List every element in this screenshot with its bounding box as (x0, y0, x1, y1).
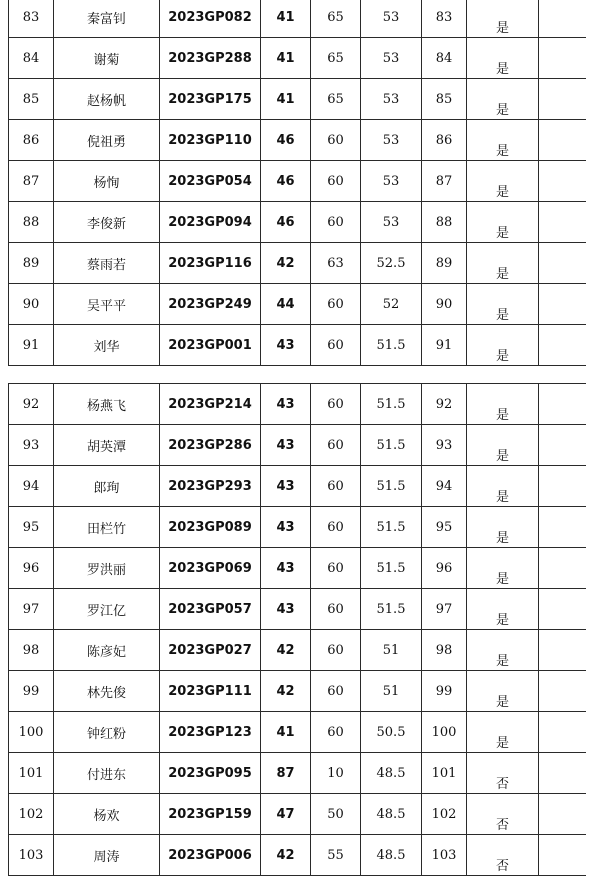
qualified-text: 是 (495, 308, 509, 323)
score-interview-cell: 60 (311, 507, 361, 548)
exam-id-cell: 2023GP110 (160, 120, 261, 161)
score-total-cell: 52.5 (361, 243, 422, 284)
remark-cell (539, 425, 589, 466)
table-row (9, 79, 589, 120)
rank-cell: 91 (422, 325, 467, 366)
score-written-cell: 42 (261, 630, 311, 671)
score-interview-cell: 60 (311, 384, 361, 425)
qualified-flag-cell (467, 425, 539, 466)
candidate-name-cell: 李俊新 (54, 202, 160, 243)
qualified-flag-cell (467, 243, 539, 284)
score-written-cell: 42 (261, 835, 311, 876)
qualified-flag-cell (467, 712, 539, 753)
remark-cell (539, 384, 589, 425)
score-total-cell: 53 (361, 38, 422, 79)
rank-cell: 98 (422, 630, 467, 671)
table-row (9, 466, 589, 507)
score-written-cell: 43 (261, 425, 311, 466)
score-interview-cell: 60 (311, 425, 361, 466)
remark-cell (539, 161, 589, 202)
row-number-cell: 85 (9, 79, 54, 120)
score-total-cell: 50.5 (361, 712, 422, 753)
remark-cell (539, 466, 589, 507)
score-interview-cell: 60 (311, 630, 361, 671)
row-number-cell: 98 (9, 630, 54, 671)
qualified-text: 是 (495, 531, 509, 546)
candidate-name-cell: 罗洪丽 (54, 548, 160, 589)
rank-cell: 95 (422, 507, 467, 548)
row-number-cell: 91 (9, 325, 54, 366)
score-total-cell: 53 (361, 79, 422, 120)
score-total-cell: 51 (361, 671, 422, 712)
score-total-cell: 51.5 (361, 384, 422, 425)
candidate-name-cell: 郎珣 (54, 466, 160, 507)
row-number-cell: 96 (9, 548, 54, 589)
candidate-name-cell: 陈彦妃 (54, 630, 160, 671)
exam-id-cell: 2023GP293 (160, 466, 261, 507)
score-written-cell: 41 (261, 0, 311, 38)
rank-cell: 93 (422, 425, 467, 466)
score-interview-cell: 60 (311, 671, 361, 712)
candidate-name-cell: 蔡雨若 (54, 243, 160, 284)
qualified-text: 是 (495, 695, 509, 710)
exam-id-cell: 2023GP069 (160, 548, 261, 589)
qualified-text: 是 (495, 736, 509, 751)
score-total-cell: 51.5 (361, 466, 422, 507)
qualified-text: 是 (495, 62, 509, 77)
table-row (9, 630, 589, 671)
table-row (9, 712, 589, 753)
qualified-text: 否 (495, 777, 509, 792)
exam-id-cell: 2023GP027 (160, 630, 261, 671)
qualified-flag-cell (467, 630, 539, 671)
remark-cell (539, 120, 589, 161)
remark-cell (539, 325, 589, 366)
score-interview-cell: 60 (311, 466, 361, 507)
rank-cell: 92 (422, 384, 467, 425)
candidate-name-cell: 田栏竹 (54, 507, 160, 548)
score-written-cell: 46 (261, 202, 311, 243)
exam-id-cell: 2023GP116 (160, 243, 261, 284)
score-interview-cell: 60 (311, 120, 361, 161)
rank-cell: 94 (422, 466, 467, 507)
table-row (9, 753, 589, 794)
qualified-flag-cell (467, 120, 539, 161)
qualified-text: 否 (495, 818, 509, 833)
exam-id-cell: 2023GP123 (160, 712, 261, 753)
rank-cell: 97 (422, 589, 467, 630)
exam-id-cell: 2023GP095 (160, 753, 261, 794)
exam-id-cell: 2023GP057 (160, 589, 261, 630)
table-row (9, 671, 589, 712)
score-total-cell: 51.5 (361, 507, 422, 548)
qualified-flag-cell (467, 548, 539, 589)
score-written-cell: 42 (261, 671, 311, 712)
exam-id-cell: 2023GP089 (160, 507, 261, 548)
score-total-cell: 51 (361, 630, 422, 671)
remark-cell (539, 712, 589, 753)
row-number-cell: 83 (9, 0, 54, 38)
score-total-cell: 53 (361, 161, 422, 202)
candidate-name-cell: 杨恂 (54, 161, 160, 202)
exam-id-cell: 2023GP249 (160, 284, 261, 325)
candidate-name-cell: 秦富钊 (54, 0, 160, 38)
qualified-text: 是 (495, 490, 509, 505)
qualified-text: 是 (495, 185, 509, 200)
exam-id-cell: 2023GP001 (160, 325, 261, 366)
candidate-name-cell: 倪祖勇 (54, 120, 160, 161)
score-written-cell: 41 (261, 79, 311, 120)
candidate-name-cell: 杨欢 (54, 794, 160, 835)
candidate-name-cell: 钟红粉 (54, 712, 160, 753)
candidate-name-cell: 周涛 (54, 835, 160, 876)
qualified-text: 是 (495, 572, 509, 587)
candidate-name-cell: 付进东 (54, 753, 160, 794)
table-row (9, 202, 589, 243)
table-row (9, 120, 589, 161)
rank-cell: 99 (422, 671, 467, 712)
row-number-cell: 102 (9, 794, 54, 835)
table-row (9, 589, 589, 630)
score-written-cell: 43 (261, 325, 311, 366)
exam-id-cell: 2023GP094 (160, 202, 261, 243)
qualified-flag-cell (467, 466, 539, 507)
score-written-cell: 41 (261, 38, 311, 79)
table-row (9, 384, 589, 425)
candidate-name-cell: 林先俊 (54, 671, 160, 712)
rank-cell: 96 (422, 548, 467, 589)
qualified-text: 是 (495, 226, 509, 241)
table-row (9, 835, 589, 876)
score-total-cell: 48.5 (361, 835, 422, 876)
score-written-cell: 42 (261, 243, 311, 284)
candidate-name-cell: 赵杨帆 (54, 79, 160, 120)
row-number-cell: 88 (9, 202, 54, 243)
score-written-cell: 43 (261, 466, 311, 507)
qualified-text: 是 (495, 103, 509, 118)
row-number-cell: 99 (9, 671, 54, 712)
qualified-text: 是 (495, 613, 509, 628)
remark-cell (539, 548, 589, 589)
score-interview-cell: 63 (311, 243, 361, 284)
exam-id-cell: 2023GP054 (160, 161, 261, 202)
row-number-cell: 93 (9, 425, 54, 466)
rank-cell: 88 (422, 202, 467, 243)
remark-cell (539, 794, 589, 835)
rank-cell: 103 (422, 835, 467, 876)
candidate-name-cell: 吴平平 (54, 284, 160, 325)
qualified-flag-cell (467, 0, 539, 38)
score-total-cell: 48.5 (361, 753, 422, 794)
qualified-text: 是 (495, 654, 509, 669)
qualified-flag-cell (467, 161, 539, 202)
row-number-cell: 103 (9, 835, 54, 876)
score-written-cell: 43 (261, 384, 311, 425)
rank-cell: 87 (422, 161, 467, 202)
qualified-flag-cell (467, 589, 539, 630)
score-interview-cell: 65 (311, 38, 361, 79)
candidate-name-cell: 刘华 (54, 325, 160, 366)
score-written-cell: 41 (261, 712, 311, 753)
remark-cell (539, 671, 589, 712)
score-interview-cell: 60 (311, 284, 361, 325)
qualified-flag-cell (467, 202, 539, 243)
qualified-flag-cell (467, 753, 539, 794)
score-interview-cell: 65 (311, 79, 361, 120)
candidate-name-cell: 胡英潭 (54, 425, 160, 466)
exam-id-cell: 2023GP286 (160, 425, 261, 466)
exam-id-cell: 2023GP288 (160, 38, 261, 79)
score-interview-cell: 60 (311, 325, 361, 366)
row-number-cell: 87 (9, 161, 54, 202)
remark-cell (539, 630, 589, 671)
score-total-cell: 51.5 (361, 548, 422, 589)
score-interview-cell: 60 (311, 161, 361, 202)
score-interview-cell: 60 (311, 712, 361, 753)
rank-cell: 83 (422, 0, 467, 38)
score-written-cell: 43 (261, 507, 311, 548)
row-number-cell: 97 (9, 589, 54, 630)
remark-cell (539, 589, 589, 630)
row-number-cell: 84 (9, 38, 54, 79)
qualified-flag-cell (467, 38, 539, 79)
remark-cell (539, 202, 589, 243)
qualified-text: 是 (495, 349, 509, 364)
score-written-cell: 46 (261, 161, 311, 202)
table-row (9, 161, 589, 202)
remark-cell (539, 284, 589, 325)
table-row (9, 243, 589, 284)
table-row (9, 284, 589, 325)
table-row (9, 325, 589, 366)
exam-id-cell: 2023GP006 (160, 835, 261, 876)
remark-cell (539, 243, 589, 284)
row-number-cell: 89 (9, 243, 54, 284)
score-written-cell: 43 (261, 548, 311, 589)
row-number-cell: 100 (9, 712, 54, 753)
remark-cell (539, 835, 589, 876)
rank-cell: 84 (422, 38, 467, 79)
score-interview-cell: 55 (311, 835, 361, 876)
score-written-cell: 46 (261, 120, 311, 161)
score-total-cell: 51.5 (361, 425, 422, 466)
qualified-flag-cell (467, 284, 539, 325)
qualified-flag-cell (467, 671, 539, 712)
candidate-name-cell: 杨燕飞 (54, 384, 160, 425)
score-interview-cell: 65 (311, 0, 361, 38)
remark-cell (539, 753, 589, 794)
qualified-text: 是 (495, 21, 509, 36)
score-total-cell: 51.5 (361, 325, 422, 366)
rank-cell: 89 (422, 243, 467, 284)
row-number-cell: 92 (9, 384, 54, 425)
table-row (9, 0, 589, 38)
remark-cell (539, 79, 589, 120)
score-written-cell: 43 (261, 589, 311, 630)
page-edge (586, 0, 594, 893)
results-table-page-1 (8, 0, 589, 366)
score-total-cell: 48.5 (361, 794, 422, 835)
score-total-cell: 52 (361, 284, 422, 325)
remark-cell (539, 507, 589, 548)
remark-cell (539, 0, 589, 38)
score-written-cell: 44 (261, 284, 311, 325)
score-total-cell: 53 (361, 0, 422, 38)
exam-id-cell: 2023GP214 (160, 384, 261, 425)
row-number-cell: 90 (9, 284, 54, 325)
table-row (9, 425, 589, 466)
exam-id-cell: 2023GP159 (160, 794, 261, 835)
exam-id-cell: 2023GP082 (160, 0, 261, 38)
candidate-name-cell: 罗江亿 (54, 589, 160, 630)
row-number-cell: 94 (9, 466, 54, 507)
table-row (9, 548, 589, 589)
rank-cell: 101 (422, 753, 467, 794)
qualified-text: 是 (495, 144, 509, 159)
rank-cell: 100 (422, 712, 467, 753)
score-total-cell: 53 (361, 202, 422, 243)
rank-cell: 102 (422, 794, 467, 835)
row-number-cell: 86 (9, 120, 54, 161)
rank-cell: 90 (422, 284, 467, 325)
remark-cell (539, 38, 589, 79)
score-written-cell: 87 (261, 753, 311, 794)
results-table-page-2 (8, 383, 589, 876)
score-total-cell: 53 (361, 120, 422, 161)
qualified-text: 是 (495, 449, 509, 464)
rank-cell: 85 (422, 79, 467, 120)
qualified-flag-cell (467, 794, 539, 835)
score-written-cell: 47 (261, 794, 311, 835)
qualified-text: 否 (495, 859, 509, 874)
exam-id-cell: 2023GP175 (160, 79, 261, 120)
candidate-name-cell: 谢菊 (54, 38, 160, 79)
row-number-cell: 101 (9, 753, 54, 794)
rank-cell: 86 (422, 120, 467, 161)
table-row (9, 507, 589, 548)
score-total-cell: 51.5 (361, 589, 422, 630)
table-row (9, 794, 589, 835)
score-interview-cell: 60 (311, 589, 361, 630)
score-interview-cell: 50 (311, 794, 361, 835)
qualified-flag-cell (467, 835, 539, 876)
qualified-flag-cell (467, 79, 539, 120)
score-interview-cell: 10 (311, 753, 361, 794)
qualified-text: 是 (495, 408, 509, 423)
qualified-text: 是 (495, 267, 509, 282)
qualified-flag-cell (467, 507, 539, 548)
score-interview-cell: 60 (311, 202, 361, 243)
qualified-flag-cell (467, 384, 539, 425)
exam-id-cell: 2023GP111 (160, 671, 261, 712)
table-row (9, 38, 589, 79)
qualified-flag-cell (467, 325, 539, 366)
score-interview-cell: 60 (311, 548, 361, 589)
row-number-cell: 95 (9, 507, 54, 548)
